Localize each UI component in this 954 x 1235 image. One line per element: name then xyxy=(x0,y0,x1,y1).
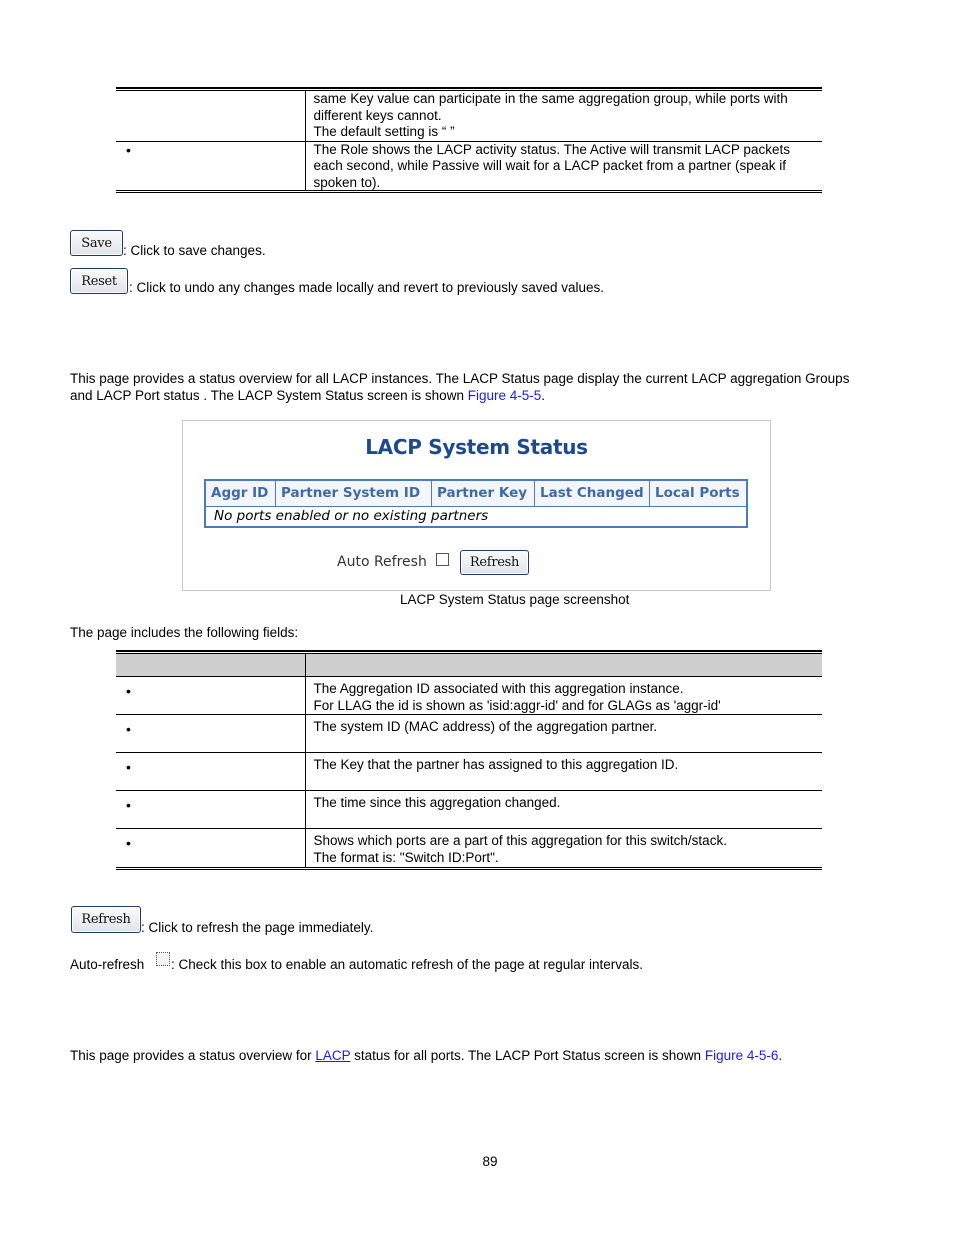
table-cell-object xyxy=(116,677,305,715)
save-description: : Click to save changes. xyxy=(123,243,266,258)
intro-line-1: This page provides a status overview for all LACP instances. The LACP Status page display the current LACP aggregation Groups xyxy=(70,371,850,386)
fields-table-header xyxy=(116,654,822,677)
header-cell-description xyxy=(305,654,822,677)
auto-refresh-label: Auto Refresh xyxy=(337,554,427,570)
top-table-rule-bottom xyxy=(116,190,822,193)
screenshot-title: LACP System Status xyxy=(365,435,588,459)
column-header-last-changed: Last Changed xyxy=(535,481,650,506)
description-line: each second, while Passive will wait for a LACP packet from a partner (speak if xyxy=(313,158,786,173)
intro-text: and LACP Port status . The LACP System Status screen is shown xyxy=(70,387,468,403)
bullet: • xyxy=(126,759,131,775)
table-row xyxy=(116,677,822,715)
top-config-table xyxy=(116,91,822,191)
lacp-system-status-screenshot xyxy=(182,420,771,591)
figure-caption: LACP System Status page screenshot xyxy=(400,592,630,607)
table-cell-object xyxy=(116,715,305,753)
port-status-paragraph xyxy=(70,1048,782,1063)
bullet: • xyxy=(126,835,131,851)
port-text-suffix: . xyxy=(778,1048,783,1063)
description-line: The system ID (MAC address) of the aggregation partner. xyxy=(313,719,658,734)
table-cell-description xyxy=(305,91,822,141)
reset-description: : Click to undo any changes made locally and revert to previously saved values. xyxy=(129,280,605,295)
table-row xyxy=(116,829,822,867)
refresh-button-doc[interactable]: Refresh xyxy=(71,906,141,933)
empty-status-row: No ports enabled or no existing partners xyxy=(214,508,489,524)
table-cell-object xyxy=(116,829,305,867)
column-header-aggr-id: Aggr ID xyxy=(206,481,276,506)
column-header-local-ports: Local Ports xyxy=(655,485,740,501)
description-line: The format is: "Switch ID:Port". xyxy=(313,849,499,865)
table-header-row xyxy=(206,481,746,507)
description-line: same Key value can participate in the same aggregation group, while ports with xyxy=(313,91,788,106)
auto-refresh-description: : Check this box to enable an automatic refresh of the page at regular intervals. xyxy=(171,957,644,972)
page-number: 89 xyxy=(482,1154,498,1169)
bullet: • xyxy=(126,721,131,737)
lacp-status-table xyxy=(204,479,748,528)
description-line: The time since this aggregation changed. xyxy=(313,795,561,810)
bullet: • xyxy=(126,683,131,699)
table-cell-object xyxy=(116,753,305,791)
table-cell-description xyxy=(305,829,822,867)
fields-table-rule-bottom xyxy=(116,867,822,870)
table-cell-description xyxy=(305,791,822,829)
fields-table xyxy=(116,654,822,867)
save-button[interactable]: Save xyxy=(70,230,123,256)
port-text-middle: status for all ports. The LACP Port Status screen is shown xyxy=(350,1048,705,1063)
intro-period: . xyxy=(541,387,546,403)
table-cell-key-name xyxy=(116,91,305,141)
table-cell-description xyxy=(305,677,822,715)
intro-line-2 xyxy=(70,388,849,405)
refresh-button[interactable]: Refresh xyxy=(460,550,529,575)
table-cell-description xyxy=(305,753,822,791)
description-line: The Key that the partner has assigned to this aggregation ID. xyxy=(313,757,679,772)
description-line: The default setting is “ ” xyxy=(313,124,455,139)
table-row xyxy=(116,141,822,191)
reset-button[interactable]: Reset xyxy=(70,268,128,294)
bullet: • xyxy=(126,797,131,813)
refresh-description: : Click to refresh the page immediately. xyxy=(141,920,374,935)
column-header-partner-system-id: Partner System ID xyxy=(276,481,432,506)
description-line: The Aggregation ID associated with this aggregation instance. xyxy=(313,681,684,696)
auto-refresh-checkbox[interactable] xyxy=(436,553,449,566)
figure-link[interactable]: Figure 4-5-6 xyxy=(704,1048,779,1063)
table-row xyxy=(116,753,822,791)
bullet: • xyxy=(126,141,131,158)
table-cell-description xyxy=(305,141,822,191)
figure-link[interactable]: Figure 4-5-5 xyxy=(467,387,542,403)
description-line: different keys cannot. xyxy=(313,107,442,123)
auto-refresh-doc-label: Auto-refresh xyxy=(70,957,145,972)
port-text-prefix: This page provides a status overview for xyxy=(70,1048,316,1063)
fields-intro: The page includes the following fields: xyxy=(70,625,299,640)
intro-paragraph xyxy=(70,371,849,404)
table-row xyxy=(116,791,822,829)
table-row xyxy=(116,715,822,753)
auto-refresh-doc-checkbox[interactable] xyxy=(156,952,170,966)
description-line: The Role shows the LACP activity status. The Active will transmit LACP packets xyxy=(313,141,790,157)
lacp-link[interactable]: LACP xyxy=(315,1048,351,1063)
description-line: spoken to). xyxy=(313,174,381,190)
table-cell-role xyxy=(116,141,305,191)
header-cell-object xyxy=(116,654,305,677)
column-header-partner-key: Partner Key xyxy=(432,481,535,506)
description-line: Shows which ports are a part of this aggregation for this switch/stack. xyxy=(313,833,727,848)
table-cell-object xyxy=(116,791,305,829)
description-line: For LLAG the id is shown as 'isid:aggr-id' and for GLAGs as 'aggr-id' xyxy=(313,697,721,713)
table-cell-description xyxy=(305,715,822,753)
table-row xyxy=(116,91,822,141)
